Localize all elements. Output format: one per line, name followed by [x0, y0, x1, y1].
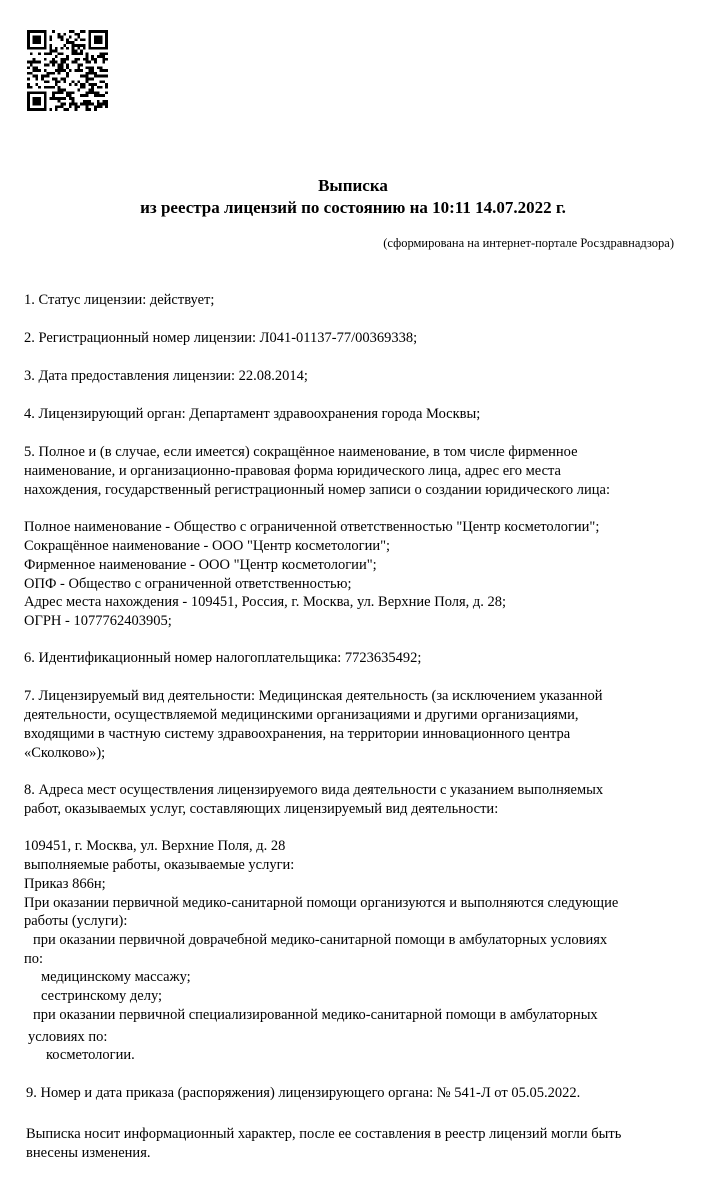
- taxpayer-id: 6. Идентификационный номер налогоплательщика: 7723635492;: [24, 650, 422, 666]
- org-detail-line: ОГРН - 1077762403905;: [24, 613, 172, 629]
- issue-date: 3. Дата предоставления лицензии: 22.08.2014;: [24, 368, 308, 384]
- org-detail-line: ОПФ - Общество с ограниченной ответственностью;: [24, 576, 352, 592]
- registration-number: 2. Регистрационный номер лицензии: Л041-01137-77/00369338;: [24, 330, 418, 346]
- services-line: При оказании первичной медико-санитарной помощи организуются и выполняются следующие: [24, 895, 619, 911]
- license-status: 1. Статус лицензии: действует;: [24, 292, 215, 308]
- services-line: по:: [24, 951, 44, 967]
- document-title: Выписка: [318, 176, 388, 195]
- services-subheading: при оказании первичной доврачебной медико-санитарной помощи в амбулаторных условиях: [33, 932, 608, 948]
- activity-line: деятельности, осуществляемой медицинскими организациями и другими организациями,: [24, 707, 579, 723]
- org-heading-line: нахождения, государственный регистрационный номер записи о создании юридического лица:: [24, 482, 610, 498]
- org-detail-line: Фирменное наименование - ООО "Центр косметологии";: [24, 557, 377, 573]
- activity-line: 7. Лицензируемый вид деятельности: Медицинская деятельность (за исключением указанной: [24, 688, 603, 704]
- org-detail-line: Адрес места нахождения - 109451, Россия, г. Москва, ул. Верхние Поля, д. 28;: [24, 594, 507, 610]
- activity-line: входящими в частную систему здравоохранения, на территории инновационного центра: [24, 726, 571, 742]
- document-subtitle: из реестра лицензий по состоянию на 10:11 14.07.2022 г.: [140, 198, 566, 217]
- order-reference: Приказ 866н;: [24, 876, 106, 892]
- order-number-date: 9. Номер и дата приказа (распоряжения) лицензирующего органа: № 541-Л от 05.05.2022.: [26, 1085, 581, 1101]
- source-note: (сформирована на интернет-портале Росздравнадзора): [383, 236, 674, 250]
- services-line: условиях по:: [28, 1029, 108, 1045]
- disclaimer-line: внесены изменения.: [26, 1145, 151, 1161]
- services-subheading: при оказании первичной специализированной медико-санитарной помощи в амбулаторных: [33, 1007, 598, 1023]
- licensing-authority: 4. Лицензирующий орган: Департамент здравоохранения города Москвы;: [24, 406, 481, 422]
- activity-line: «Сколково»);: [24, 745, 106, 761]
- org-detail-line: Сокращённое наименование - ООО "Центр косметологии";: [24, 538, 391, 554]
- org-detail-line: Полное наименование - Общество с ограниченной ответственностью "Центр косметологии";: [24, 519, 600, 535]
- address-line: 109451, г. Москва, ул. Верхние Поля, д. 28: [24, 838, 286, 854]
- qr-code-image: [27, 30, 108, 111]
- service-item: косметологии.: [46, 1047, 135, 1063]
- org-heading-line: 5. Полное и (в случае, если имеется) сокращённое наименование, в том числе фирменное: [24, 444, 578, 460]
- addresses-heading-line: 8. Адреса мест осуществления лицензируемого вида деятельности с указанием выполняемых: [24, 782, 604, 798]
- org-heading-line: наименование, и организационно-правовая форма юридического лица, адрес его места: [24, 463, 561, 479]
- services-line: работы (услуги):: [24, 913, 128, 929]
- disclaimer-line: Выписка носит информационный характер, после ее составления в реестр лицензий могли быть: [26, 1126, 622, 1142]
- service-item: сестринскому делу;: [41, 988, 163, 1004]
- service-item: медицинскому массажу;: [41, 969, 191, 985]
- services-label: выполняемые работы, оказываемые услуги:: [24, 857, 295, 873]
- addresses-heading-line: работ, оказываемых услуг, составляющих лицензируемый вид деятельности:: [24, 801, 499, 817]
